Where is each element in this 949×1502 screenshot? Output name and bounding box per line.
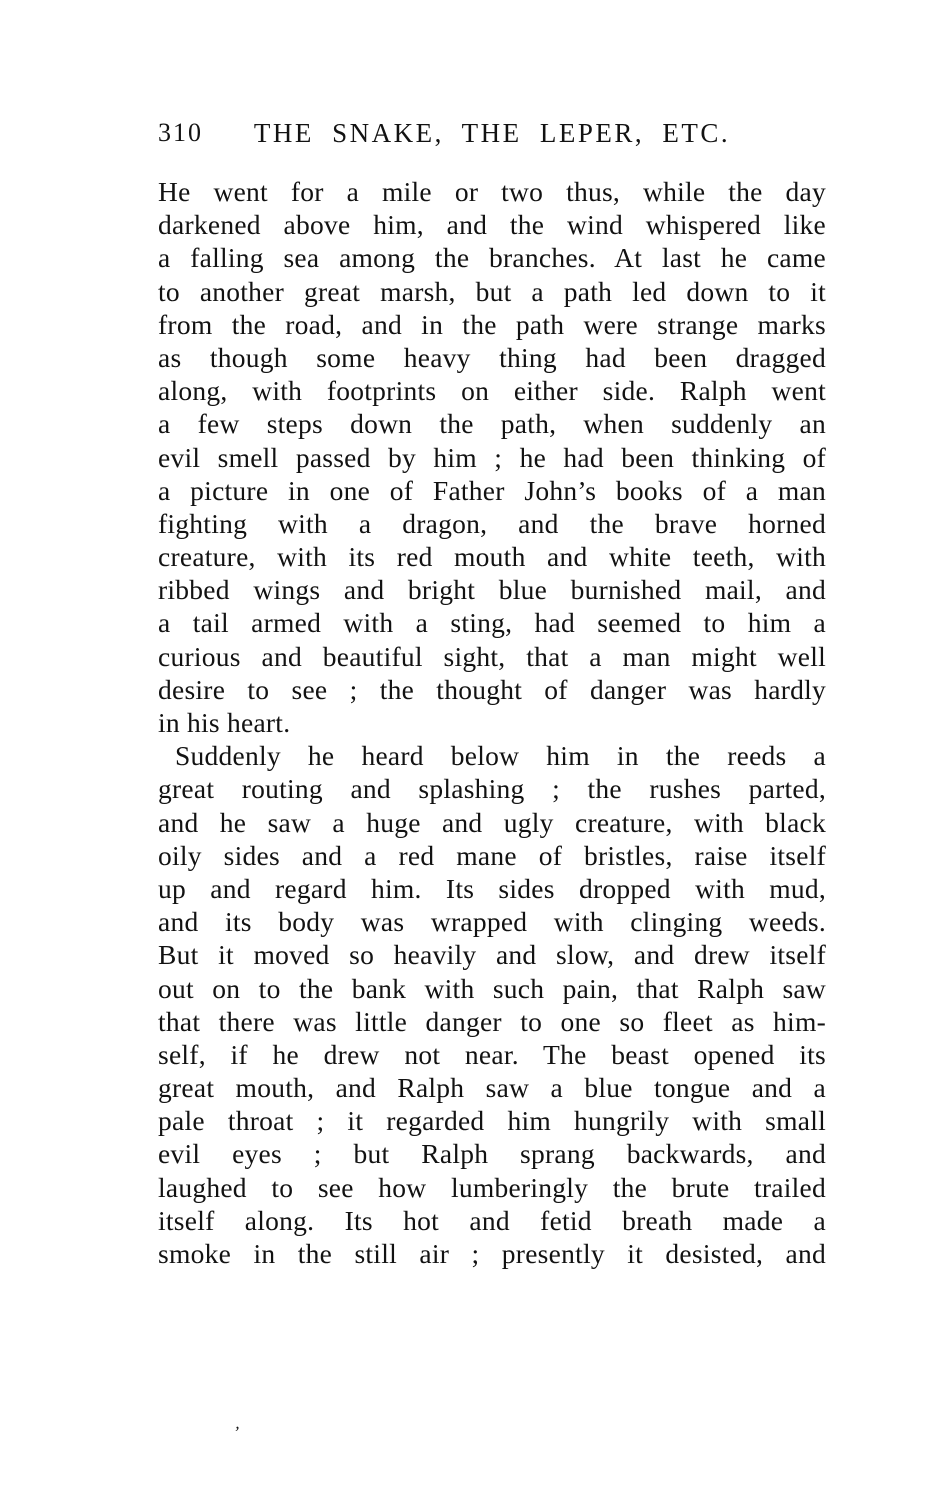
text-line: a picture in one of Father John’s books of a man (158, 474, 826, 506)
text-line: smoke in the still air ; presently it desisted, and (158, 1238, 826, 1269)
text-line: He went for a mile or two thus, while the day (158, 176, 826, 207)
running-header (158, 118, 826, 148)
text-line: But it moved so heavily and slow, and drew itself (158, 939, 826, 971)
paragraph-1 (158, 175, 826, 739)
text-line: up and regard him. Its sides dropped with mud, (158, 872, 826, 904)
text-line: curious and beautiful sight, that a man might well (158, 640, 826, 672)
text-line: oily sides and a red mane of bristles, raise itself (158, 839, 826, 871)
text-line: evil smell passed by him ; he had been thinking of (158, 441, 826, 473)
text-line: pale throat ; it regarded him hungrily with small (158, 1105, 826, 1137)
text-line: in his heart. (158, 707, 291, 738)
text-line: along, with footprints on either side. Ralph went (158, 375, 826, 407)
text-line: desire to see ; the thought of danger was hardly (158, 673, 826, 705)
text-line: as though some heavy thing had been dragged (158, 341, 826, 373)
text-line: a tail armed with a sting, had seemed to him a (158, 607, 826, 639)
paragraph-2 (158, 739, 826, 1270)
body-text (158, 175, 826, 1270)
ink-speck-artifact: ’ (233, 1422, 241, 1443)
text-line: a falling sea among the branches. At last he came (158, 242, 826, 274)
text-line: self, if he drew not near. The beast opened its (158, 1038, 826, 1070)
text-line: to another great marsh, but a path led down to it (158, 275, 826, 307)
text-line: that there was little danger to one so fleet as him- (158, 1005, 826, 1037)
text-line: a few steps down the path, when suddenly an (158, 408, 826, 440)
text-line: ribbed wings and bright blue burnished mail, and (158, 574, 826, 606)
text-line: Suddenly he heard below him in the reeds a (175, 740, 826, 772)
text-line: creature, with its red mouth and white teeth, with (158, 541, 826, 573)
text-line: itself along. Its hot and fetid breath made a (158, 1204, 826, 1236)
text-line: great routing and splashing ; the rushes parted, (158, 773, 826, 805)
page-content (158, 118, 826, 1270)
text-line: great mouth, and Ralph saw a blue tongue and a (158, 1072, 826, 1104)
text-line: from the road, and in the path were strange marks (158, 308, 826, 340)
running-title: THE SNAKE, THE LEPER, ETC. (253, 118, 731, 148)
text-line: and its body was wrapped with clinging weeds. (158, 906, 826, 938)
text-line: laughed to see how lumberingly the brute trailed (158, 1171, 826, 1203)
text-line: fighting with a dragon, and the brave horned (158, 507, 826, 539)
text-line: and he saw a huge and ugly creature, with black (158, 806, 826, 838)
text-line: evil eyes ; but Ralph sprang backwards, and (158, 1138, 826, 1170)
page-number: 310 (158, 118, 203, 147)
text-line: out on to the bank with such pain, that Ralph saw (158, 972, 826, 1004)
text-line: darkened above him, and the wind whispered like (158, 209, 826, 241)
